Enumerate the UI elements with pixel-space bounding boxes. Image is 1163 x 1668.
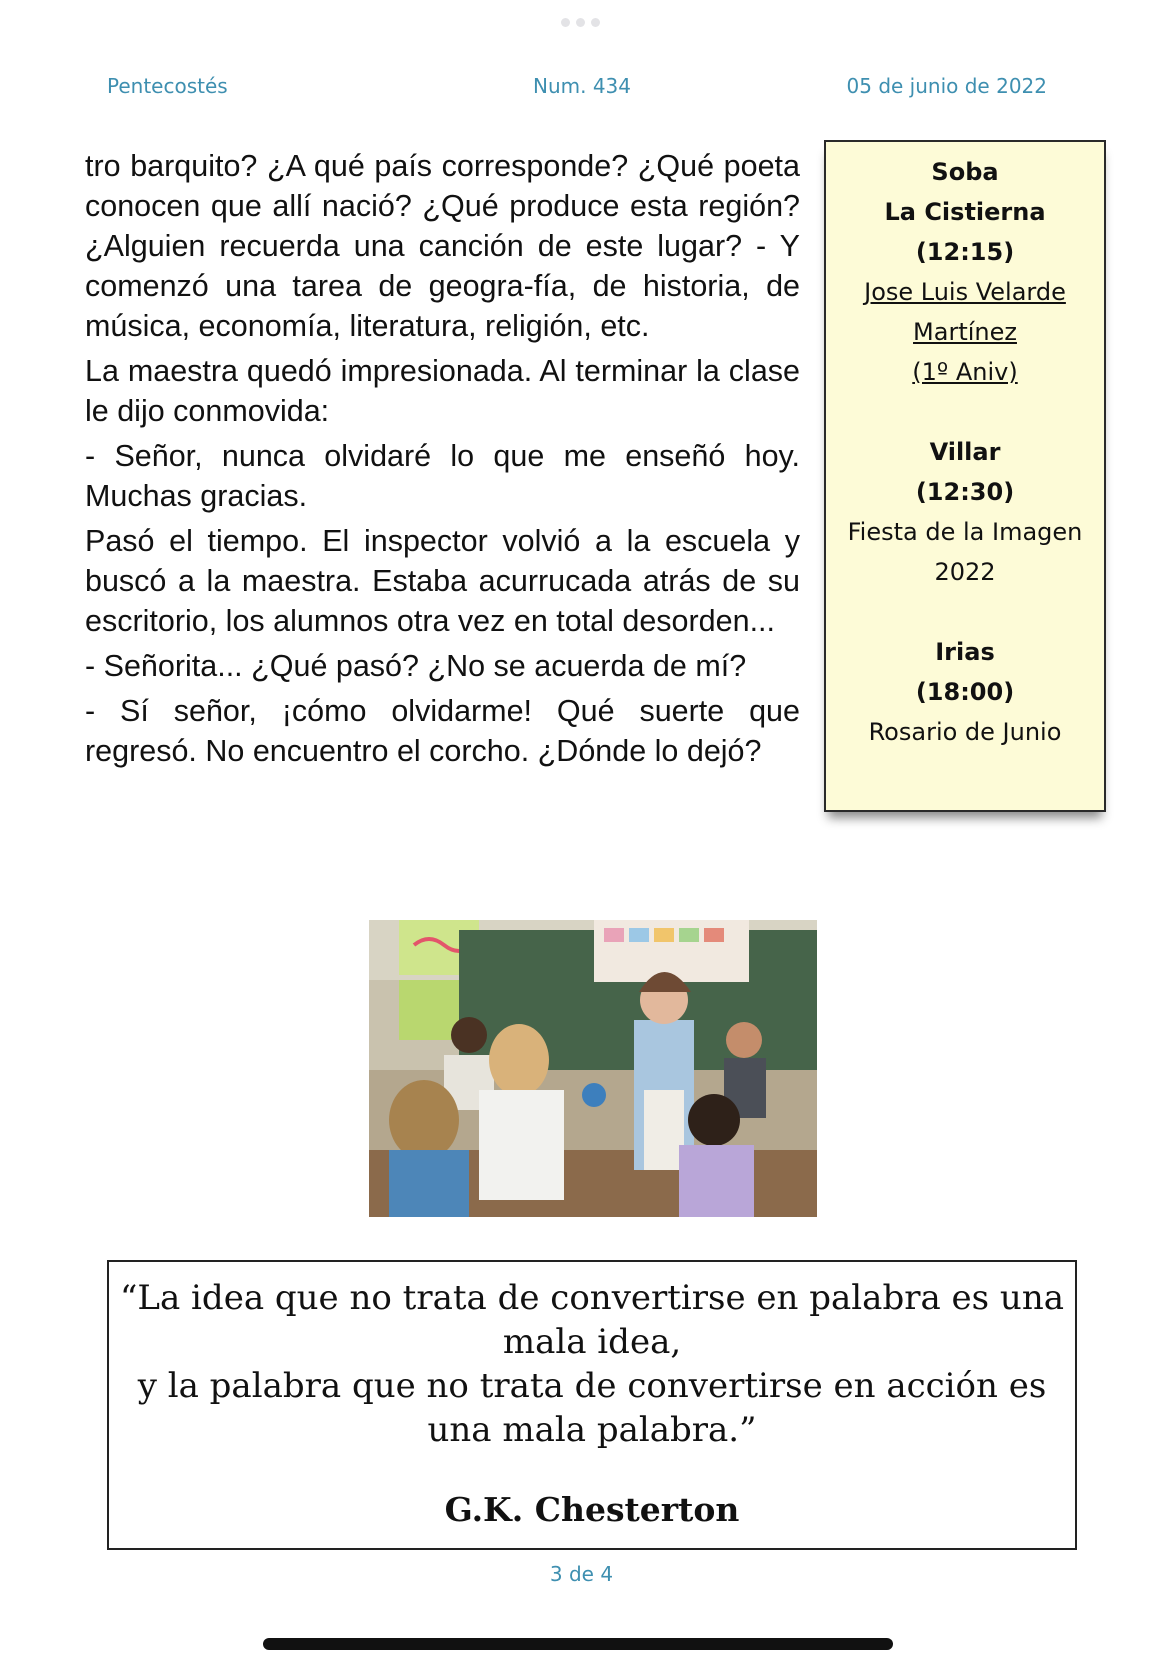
header-issue-number: Num. 434 <box>533 74 632 98</box>
article-paragraph: tro barquito? ¿A qué país corresponde? ¿Qué poeta conocen que allí nació? ¿Qué produce esta región? ¿Alguien recuerda una canción de este lugar? - Y comenzó una tarea de geogra-fía, de historia, de música, economía, literatura, religión, etc. <box>85 149 800 343</box>
header-date: 05 de junio de 2022 <box>846 74 1047 98</box>
article-paragraph: - Señor, nunca olvidaré lo que me enseñó hoy. Muchas gracias. <box>85 439 800 513</box>
soba-name-line1: Jose Luis Velarde <box>864 278 1066 306</box>
classroom-photo <box>369 920 817 1217</box>
soba-time: (12:15) <box>915 238 1015 266</box>
irias-place: Irias <box>935 638 995 666</box>
soba-place: Soba <box>931 158 999 186</box>
article-paragraph: Pasó el tiempo. El inspector volvió a la escuela y buscó a la maestra. Estaba acurrucada atrás de su escritorio, los alumnos otra vez en total desorden... <box>85 524 800 638</box>
article-paragraph: - Sí señor, ¡cómo olvidarme! Qué suerte que regresó. No encuentro el corcho. ¿Dónde lo dejó? <box>85 694 800 768</box>
irias-time: (18:00) <box>915 678 1015 706</box>
quote-author: G.K. Chesterton <box>444 1490 740 1529</box>
multitask-dots-icon[interactable] <box>555 18 605 28</box>
article-paragraph: - Señorita... ¿Qué pasó? ¿No se acuerda de mí? <box>85 649 747 683</box>
mass-schedule-box <box>824 140 1106 812</box>
soba-location: La Cistierna <box>884 198 1046 226</box>
villar-time: (12:30) <box>915 478 1015 506</box>
soba-name-line2: Martínez <box>913 318 1017 346</box>
quote-line-2: y la palabra que no trata de convertirse en acción es una mala palabra.” <box>137 1366 1047 1450</box>
article-paragraph: La maestra quedó impresionada. Al terminar la clase le dijo conmovida: <box>85 354 800 428</box>
article-body <box>85 146 800 776</box>
villar-event-line2: 2022 <box>934 558 996 586</box>
quote-box <box>107 1260 1077 1550</box>
home-indicator-bar[interactable] <box>263 1638 893 1650</box>
irias-event: Rosario de Junio <box>868 718 1062 746</box>
quote-line-1: “La idea que no trata de convertirse en palabra es una mala idea, <box>120 1278 1064 1362</box>
header-feast: Pentecostés <box>107 74 228 98</box>
page-indicator: 3 de 4 <box>549 1562 614 1586</box>
villar-place: Villar <box>929 438 1001 466</box>
villar-event-line1: Fiesta de la Imagen <box>847 518 1083 546</box>
soba-note: (1º Aniv) <box>912 358 1018 386</box>
